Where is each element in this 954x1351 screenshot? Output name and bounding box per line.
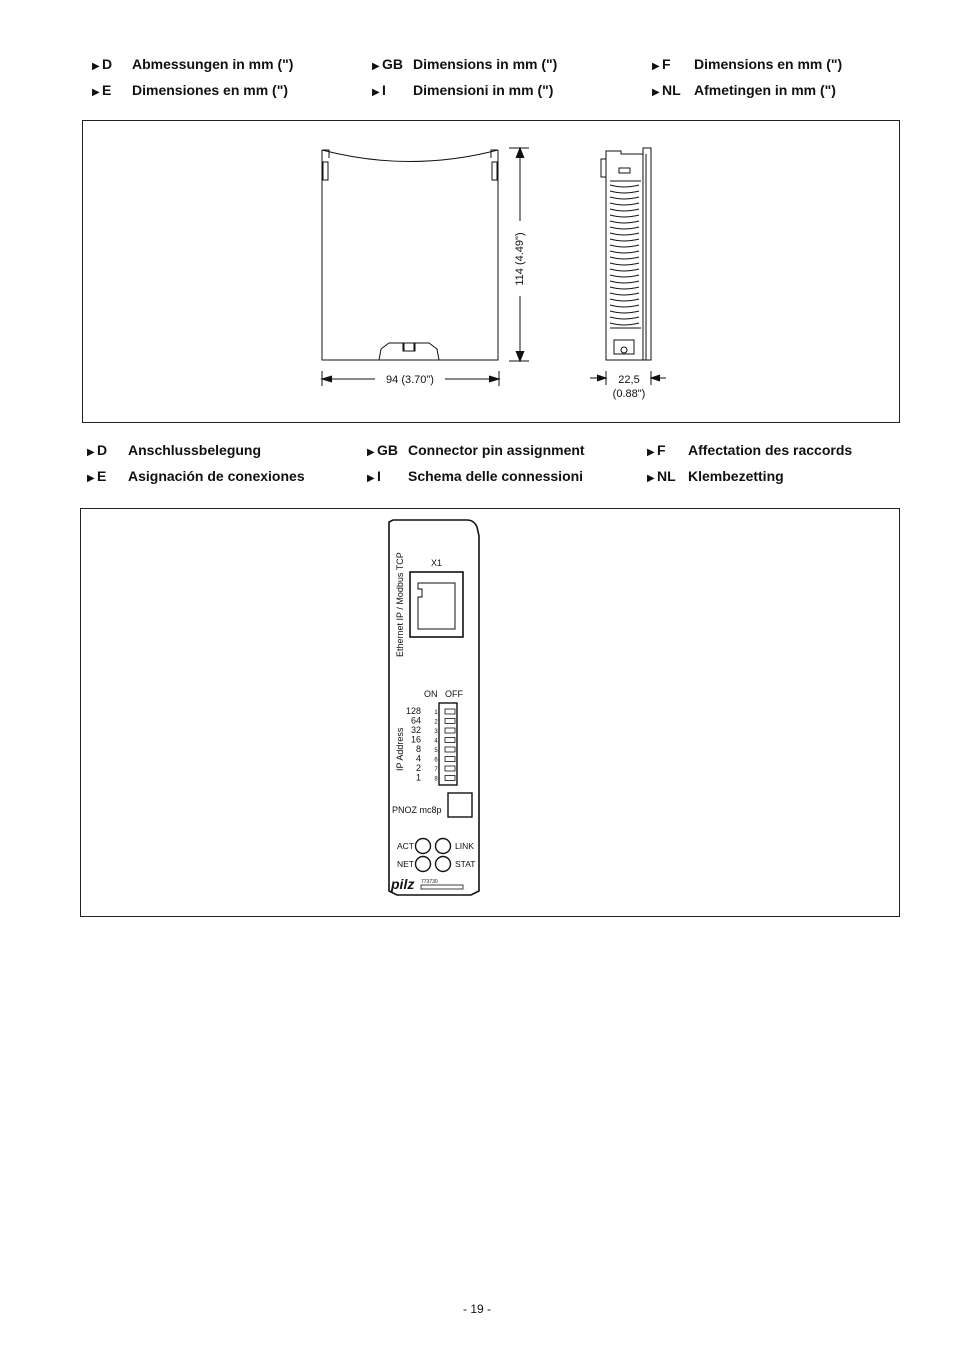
dip-value-label: 4	[415, 753, 421, 764]
fin-line	[610, 311, 639, 313]
dip-value-label: 1	[415, 772, 421, 783]
heading-dim-f: ▶ F Dimensions en mm (")	[652, 56, 843, 72]
dip-number-label: 3	[434, 729, 438, 735]
part-number: 773730	[421, 879, 438, 885]
dip-number-label: 5	[434, 748, 438, 754]
dip-value-label: 128	[405, 706, 421, 716]
depth-label-inch: (0.88")	[612, 388, 646, 400]
fin-line	[610, 209, 639, 211]
config-button	[448, 793, 472, 817]
arrow-icon: ▶	[92, 87, 100, 98]
rj45-socket-icon	[418, 583, 455, 629]
dimension-drawing-box	[82, 120, 900, 423]
dip-value-label: 2	[415, 763, 421, 773]
arrow-icon: ▶	[372, 61, 380, 72]
dip-switch-1	[445, 709, 455, 714]
fin-line	[610, 245, 639, 247]
led-act	[416, 839, 431, 854]
arrow-icon: ▶	[87, 447, 95, 458]
dip-switch-2	[445, 719, 455, 724]
switch-on-label: ON	[424, 689, 438, 699]
led-net	[416, 857, 431, 872]
dip-value-label: 8	[415, 744, 421, 754]
fin-line	[610, 323, 639, 325]
led-net-label: NET	[397, 859, 414, 869]
fin-line	[610, 269, 639, 271]
fin-line	[610, 287, 639, 289]
fin-line	[610, 239, 639, 241]
arrow-icon: ▶	[87, 473, 95, 484]
arrow-icon: ▶	[652, 87, 660, 98]
dimension-drawing	[83, 121, 899, 422]
fin-line	[610, 317, 639, 319]
heading-dim-i: ▶ I Dimensioni in mm (")	[372, 82, 554, 98]
front-panel-drawing	[81, 509, 899, 916]
fin-line	[610, 251, 639, 253]
depth-label: 22,5	[618, 374, 640, 386]
heading-conn-d: ▶ D Anschlussbelegung	[87, 442, 262, 458]
fin-line	[610, 191, 639, 193]
arrow-icon: ▶	[647, 473, 655, 484]
arrow-icon: ▶	[367, 473, 375, 484]
switch-off-label: OFF	[445, 689, 463, 699]
heading-conn-e: ▶ E Asignación de conexiones	[87, 468, 305, 484]
dip-number-label: 2	[434, 719, 438, 726]
port-label-x1: X1	[431, 558, 443, 568]
fin-line	[610, 203, 639, 205]
front-view-outline	[322, 150, 498, 360]
ethernet-label: Ethernet IP / Modbus TCP	[395, 552, 405, 657]
dip-switch-4	[445, 738, 455, 743]
dip-value-label: 16	[410, 734, 421, 745]
arrow-icon: ▶	[652, 61, 660, 72]
dip-values	[406, 706, 421, 783]
fin-line	[610, 281, 639, 283]
heading-dim-gb: ▶ GB Dimensions in mm (")	[372, 56, 558, 72]
arrow-icon: ▶	[92, 61, 100, 72]
led-stat-label: STAT	[455, 859, 476, 869]
heading-conn-gb: ▶ GB Connector pin assignment	[367, 442, 585, 458]
dip-value-label: 32	[410, 725, 421, 735]
fin-line	[610, 233, 639, 235]
led-link	[436, 839, 451, 854]
led-link-label: LINK	[455, 841, 474, 851]
arrow-icon: ▶	[372, 87, 380, 98]
dip-switch-7	[445, 766, 455, 771]
label-strip	[421, 885, 463, 889]
heading-conn-nl: ▶ NL Klembezetting	[647, 468, 784, 484]
height-label: 114 (4.49")	[514, 232, 526, 286]
dip-numbers	[434, 710, 438, 783]
heading-dim-d: ▶ D Abmessungen in mm (")	[92, 56, 294, 72]
dip-number-label: 1	[434, 710, 438, 716]
fin-line	[610, 299, 639, 301]
fin-line	[610, 257, 639, 259]
arrow-icon: ▶	[367, 447, 375, 458]
heading-dim-e: ▶ E Dimensiones en mm (")	[92, 82, 289, 98]
dip-switch-5	[445, 747, 455, 752]
arrow-icon: ▶	[647, 447, 655, 458]
dip-switch-8	[445, 776, 455, 781]
side-view-fins	[610, 185, 639, 325]
heading-dim-nl: ▶ NL Afmetingen in mm (")	[652, 82, 836, 98]
ip-address-label: IP Address	[395, 727, 405, 771]
dip-value-label: 64	[410, 715, 421, 726]
dip-switch-6	[445, 757, 455, 762]
dip-switch	[439, 703, 457, 785]
fin-line	[610, 215, 639, 217]
fin-line	[610, 227, 639, 229]
model-label: PNOZ mc8p	[392, 805, 442, 815]
heading-conn-i: ▶ I Schema delle connessioni	[367, 468, 584, 484]
fin-line	[610, 221, 639, 223]
dip-number-label: 7	[434, 767, 438, 773]
led-act-label: ACT	[397, 841, 414, 851]
fin-line	[610, 263, 639, 265]
page-number: - 19 -	[462, 1302, 491, 1316]
fin-line	[610, 185, 639, 187]
fin-line	[610, 197, 639, 199]
dip-number-label: 8	[434, 776, 438, 783]
dip-number-label: 4	[434, 738, 438, 745]
fin-line	[610, 275, 639, 277]
side-view-outline	[601, 148, 651, 360]
fin-line	[610, 293, 639, 295]
dip-switch-slots	[445, 709, 455, 781]
fin-line	[610, 305, 639, 307]
pilz-logo: pilz	[391, 876, 415, 892]
width-label: 94 (3.70")	[386, 374, 434, 386]
front-panel-box	[80, 508, 900, 917]
dip-number-label: 6	[434, 757, 438, 764]
dip-switch-3	[445, 728, 455, 733]
led-stat	[436, 857, 451, 872]
heading-conn-f: ▶ F Affectation des raccords	[647, 442, 853, 458]
